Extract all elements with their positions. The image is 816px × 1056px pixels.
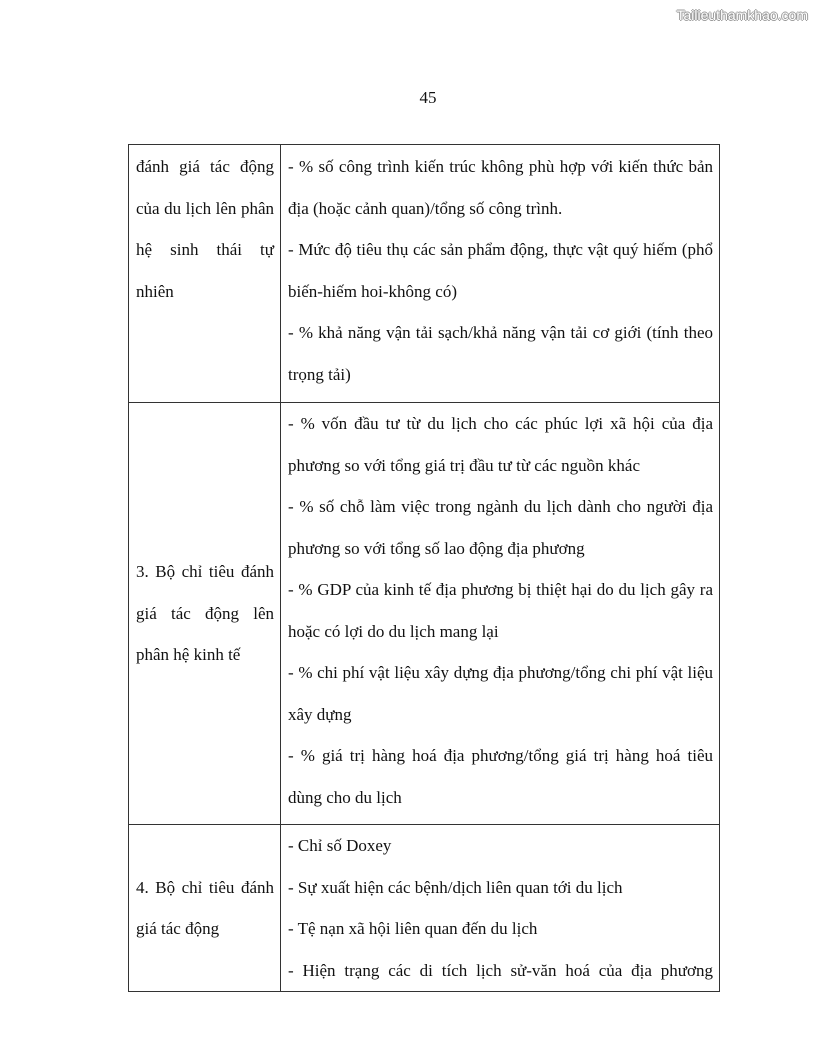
table-row bbox=[129, 825, 720, 992]
indicator-item: - Mức độ tiêu thụ các sản phẩm động, thực vật quý hiếm (phổ biến-hiếm hoi-không có) bbox=[288, 240, 713, 301]
indicator-item: - % số chỗ làm việc trong ngành du lịch dành cho người địa phương so với tổng số lao động địa phương bbox=[288, 497, 713, 558]
table-row bbox=[129, 145, 720, 403]
indicator-table bbox=[128, 144, 720, 992]
indicator-item: - Hiện trạng các di tích lịch sử-văn hoá của địa phương bbox=[288, 960, 713, 980]
table-row bbox=[129, 403, 720, 825]
category-cell: 4. Bộ chỉ tiêu đánh giá tác động bbox=[129, 825, 281, 992]
indicator-item: - Tệ nạn xã hội liên quan đến du lịch bbox=[288, 919, 538, 938]
indicator-item: - % khả năng vận tải sạch/khả năng vận tải cơ giới (tính theo trọng tải) bbox=[288, 323, 713, 384]
items-cell bbox=[281, 825, 720, 992]
indicator-item: - Chỉ số Doxey bbox=[288, 836, 392, 855]
page-number: 45 bbox=[419, 88, 437, 107]
category-cell: 3. Bộ chỉ tiêu đánh giá tác động lên phân hệ kinh tế bbox=[129, 403, 281, 825]
indicator-item: - % vốn đầu tư từ du lịch cho các phúc lợi xã hội của địa phương so với tổng giá trị đầu tư từ các nguồn khác bbox=[288, 414, 713, 475]
watermark-text: Tailieuthamkhao.com bbox=[676, 7, 808, 23]
items-cell bbox=[281, 145, 720, 403]
indicator-item: - % số công trình kiến trúc không phù hợp với kiến thức bản địa (hoặc cảnh quan)/tổng số công trình. bbox=[288, 157, 713, 218]
indicator-item: - Sự xuất hiện các bệnh/dịch liên quan tới du lịch bbox=[288, 877, 623, 897]
indicator-item: - % GDP của kinh tế địa phương bị thiệt hại do du lịch gây ra hoặc có lợi do du lịch mang lại bbox=[288, 580, 713, 641]
items-cell bbox=[281, 403, 720, 825]
indicator-item: - % giá trị hàng hoá địa phương/tổng giá trị hàng hoá tiêu dùng cho du lịch bbox=[288, 746, 713, 807]
category-cell: đánh giá tác động của du lịch lên phân hệ sinh thái tự nhiên bbox=[129, 145, 281, 403]
indicator-item: - % chi phí vật liệu xây dựng địa phương/tổng chi phí vật liệu xây dựng bbox=[288, 663, 713, 724]
